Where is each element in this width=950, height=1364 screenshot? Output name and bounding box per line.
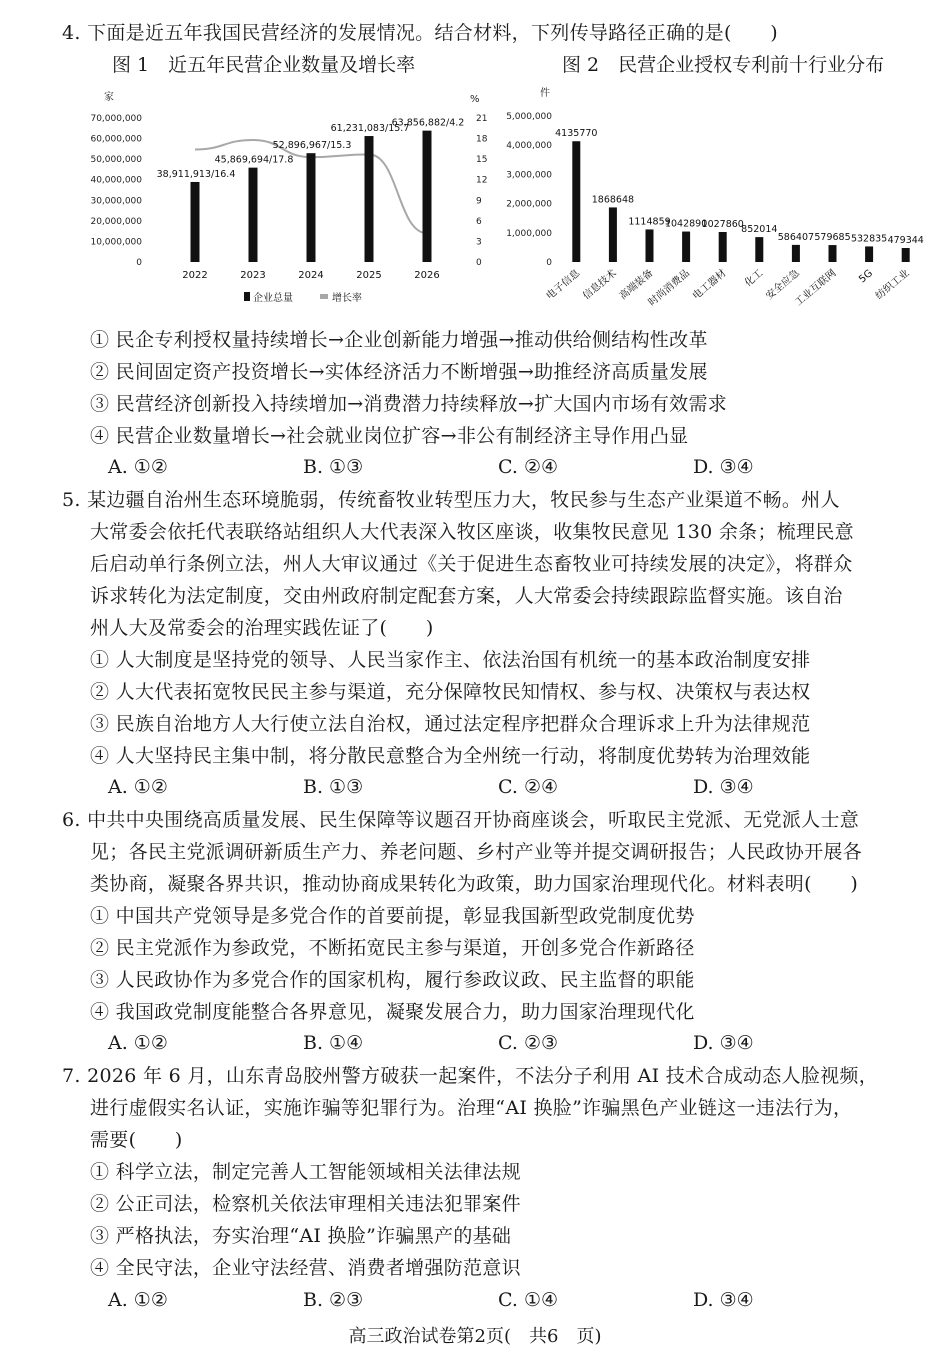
q7-option-d[interactable]: D. ③④ [693,1289,754,1311]
data-label: 38,911,913/16.4 [156,168,236,180]
data-label: 52,896,967/15.3 [272,140,352,152]
q6-item-1: ① 中国共产党领导是多党合作的首要前提，彰显我国新型政党制度优势 [90,905,695,927]
data-label: 852014 [741,224,778,236]
q5-stem-line-4: 诉求转化为法定制度，交由州政府制定配套方案，人大常委会持续跟踪监督实施。该自治 [90,585,843,607]
q5-stem-line-2: 大常委会依托代表联络站组织人大代表深入牧区座谈，收集牧民意见 130 余条；梳理民意 [90,521,854,543]
y-tick-right: 12 [476,175,488,186]
x-tick-label: 时尚消费品 [646,267,693,309]
q6-item-3: ③ 人民政协作为多党合作的国家机构，履行参政议政、民主监督的职能 [90,969,695,991]
q4-option-b[interactable]: B. ①③ [303,456,364,478]
q6-stem-line-1: 6. 中共中央围绕高质量发展、民生保障等议题召开协商座谈会，听取民主党派、无党派人士意 [62,809,860,831]
q4-item-3: ③ 民营经济创新投入持续增加→消费潜力持续释放→扩大国内市场有效需求 [90,393,728,415]
data-label: 586407 [777,231,815,243]
q5-option-a[interactable]: A. ①② [108,776,168,798]
bar-enterprise-count [423,131,432,262]
legend-swatch-rate [320,294,328,299]
q7-item-1: ① 科学立法，制定完善人工智能领域相关法律法规 [90,1161,521,1183]
legend-label-count: 企业总量 [253,293,293,304]
q6-stem-line-3: 类协商，凝聚各界共识，推动协商成果转化为政策，助力国家治理现代化。材料表明( ) [90,873,859,895]
q4-option-a[interactable]: A. ①② [108,456,168,478]
legend-label-rate: 增长率 [332,293,362,304]
data-label: 63,856,882/4.2 [391,117,465,129]
data-label: 1027860 [701,218,744,230]
data-label: 1114859 [628,216,671,228]
q5-stem-line-1: 5. 某边疆自治州生态环境脆弱，传统畜牧业转型压力大，牧民参与生态产业渠道不畅。州人 [62,489,840,511]
fig2-title: 图 2 民营企业授权专利前十行业分布 [562,54,885,76]
data-label: 1042890 [664,218,708,230]
q7-stem-line-3: 需要( ) [90,1129,183,1151]
data-label: 479344 [887,235,924,247]
data-label: 4135770 [555,128,598,140]
x-tick-label: 安全应急 [764,267,802,303]
q5-item-4: ④ 人大坚持民主集中制，将分散民意整合为全州统一行动，将制度优势转为治理效能 [90,745,811,767]
q7-item-3: ③ 严格执法，夯实治理“AI 换脸”诈骗黑产的基础 [90,1225,512,1247]
y-tick-left: 50,000,000 [90,155,142,166]
q5-option-b[interactable]: B. ①③ [303,776,364,798]
q6-option-b[interactable]: B. ①④ [303,1032,364,1054]
y-tick-right: 21 [476,114,488,124]
q4-stem: 4. 下面是近五年我国民营经济的发展情况。结合材料，下列传导路径正确的是( ) [62,22,778,44]
q7-option-c[interactable]: C. ①④ [498,1289,559,1311]
y-tick: 2,000,000 [506,199,552,210]
q7-stem-line-2: 进行虚假实名认证，实施诈骗等犯罪行为。治理“AI 换脸”诈骗黑色产业链这一违法行为， [90,1097,853,1119]
legend-swatch-count [244,292,250,301]
data-label: 61,231,083/15.7 [330,123,410,135]
q7-item-4: ④ 全民守法，企业守法经营、消费者增强防范意识 [90,1257,521,1279]
data-label: 579685 [814,232,851,244]
q5-option-c[interactable]: C. ②④ [498,776,559,798]
q5-item-2: ② 人大代表拓宽牧民民主参与渠道，充分保障牧民知情权、参与权、决策权与表达权 [90,681,811,703]
bar-patents [682,232,690,262]
data-label: 45,869,694/17.8 [214,154,294,166]
y-tick-left: 30,000,000 [90,196,142,207]
q6-option-a[interactable]: A. ①② [108,1032,168,1054]
x-tick-label: 电子信息 [544,267,583,303]
q4-item-4: ④ 民营企业数量增长→社会就业岗位扩容→非公有制经济主导作用凸显 [90,425,689,447]
bar-patents [755,237,763,262]
page-footer: 高三政治试卷第2页( 共6 页) [348,1326,602,1347]
x-tick-label: 高端装备 [617,267,656,303]
y-tick-left: 10,000,000 [90,237,142,248]
y-tick: 3,000,000 [506,170,552,181]
q7-stem-line-1: 7. 2026 年 6 月，山东青岛胶州警方破获一起案件，不法分子利用 AI 技术合成动态人脸视频， [62,1065,879,1087]
y-tick-right: 3 [476,237,482,248]
q5-option-d[interactable]: D. ③④ [693,776,754,798]
y-tick: 5,000,000 [506,112,552,122]
y-tick: 0 [546,258,552,268]
q5-stem-line-3: 后启动单行条例立法，州人大审议通过《关于促进生态畜牧业可持续发展的决定》，将群众 [90,553,853,575]
bar-enterprise-count [191,182,200,262]
x-tick-label: 2022 [182,270,208,281]
bar-patents [572,141,580,262]
y-tick-right: 18 [476,134,488,145]
q4-item-2: ② 民间固定资产投资增长→实体经济活力不断增强→助推经济高质量发展 [90,361,708,383]
y-tick-left: 20,000,000 [90,216,142,227]
y-tick-left: 40,000,000 [90,175,142,186]
x-tick-label: 2026 [414,270,440,281]
x-tick-label: 工业互联网 [793,267,839,309]
x-tick-label: 2025 [356,270,382,281]
x-tick-label: 电工器材 [690,267,729,303]
bar-patents [865,246,873,262]
bar-enterprise-count [249,168,258,262]
y-tick: 4,000,000 [506,141,552,152]
y-tick-right: 0 [476,258,482,268]
y-tick-right: 15 [476,155,488,166]
bar-patents [719,232,727,262]
y-tick-left: 60,000,000 [90,134,142,145]
y-tick: 1,000,000 [506,228,552,239]
bar-patents [792,245,800,262]
bar-enterprise-count [365,136,374,262]
bar-patents [646,229,654,262]
x-tick-label: 2023 [240,270,266,281]
q4-option-d[interactable]: D. ③④ [693,456,754,478]
q6-item-4: ④ 我国政党制度能整合各界意见，凝聚发展合力，助力国家治理现代化 [90,1001,695,1023]
q4-option-c[interactable]: C. ②④ [498,456,559,478]
bar-enterprise-count [307,153,316,262]
q6-option-d[interactable]: D. ③④ [693,1032,754,1054]
bar-patents [829,245,837,262]
y-axis-unit-left: 家 [104,92,114,103]
x-tick-label: 信息技术 [581,267,619,303]
q4-item-1: ① 民企专利授权量持续增长→企业创新能力增强→推动供给侧结构性改革 [90,329,708,351]
q6-option-c[interactable]: C. ②③ [498,1032,559,1054]
fig1-title: 图 1 近五年民营企业数量及增长率 [112,54,416,76]
q6-item-2: ② 民主党派作为参政党，不断拓宽民主参与渠道，开创多党合作新路径 [90,937,695,959]
data-label: 1868648 [591,194,635,206]
bar-patents [609,207,617,262]
y-axis-unit: 件 [540,88,550,99]
y-tick-left: 70,000,000 [90,114,142,124]
y-axis-unit-right: % [470,94,480,105]
x-tick-label: 化工 [742,267,766,290]
x-tick-label: 纺织工业 [873,267,912,303]
q7-item-2: ② 公正司法，检察机关依法审理相关违法犯罪案件 [90,1193,521,1215]
q7-option-a[interactable]: A. ①② [108,1289,168,1311]
chart-patent-distribution [496,82,936,322]
q5-item-1: ① 人大制度是坚持党的领导、人民当家作主、依法治国有机统一的基本政治制度安排 [90,649,811,671]
q7-option-b[interactable]: B. ②③ [303,1289,364,1311]
x-tick-label: 2024 [298,270,324,281]
y-tick-right: 9 [476,196,482,207]
q5-stem-line-5: 州人大及常委会的治理实践佐证了( ) [90,617,434,639]
q5-item-3: ③ 民族自治地方人大行使立法自治权，通过法定程序把群众合理诉求上升为法律规范 [90,713,811,735]
q6-stem-line-2: 见；各民主党派调研新质生产力、养老问题、乡村产业等并提交调研报告；人民政协开展各 [90,841,863,863]
bar-patents [902,248,910,262]
x-tick-label: 5G [857,267,876,286]
y-tick-left: 0 [136,258,142,268]
data-label: 532835 [850,233,888,245]
y-tick-right: 6 [476,216,482,227]
chart-enterprise-count [84,86,494,316]
